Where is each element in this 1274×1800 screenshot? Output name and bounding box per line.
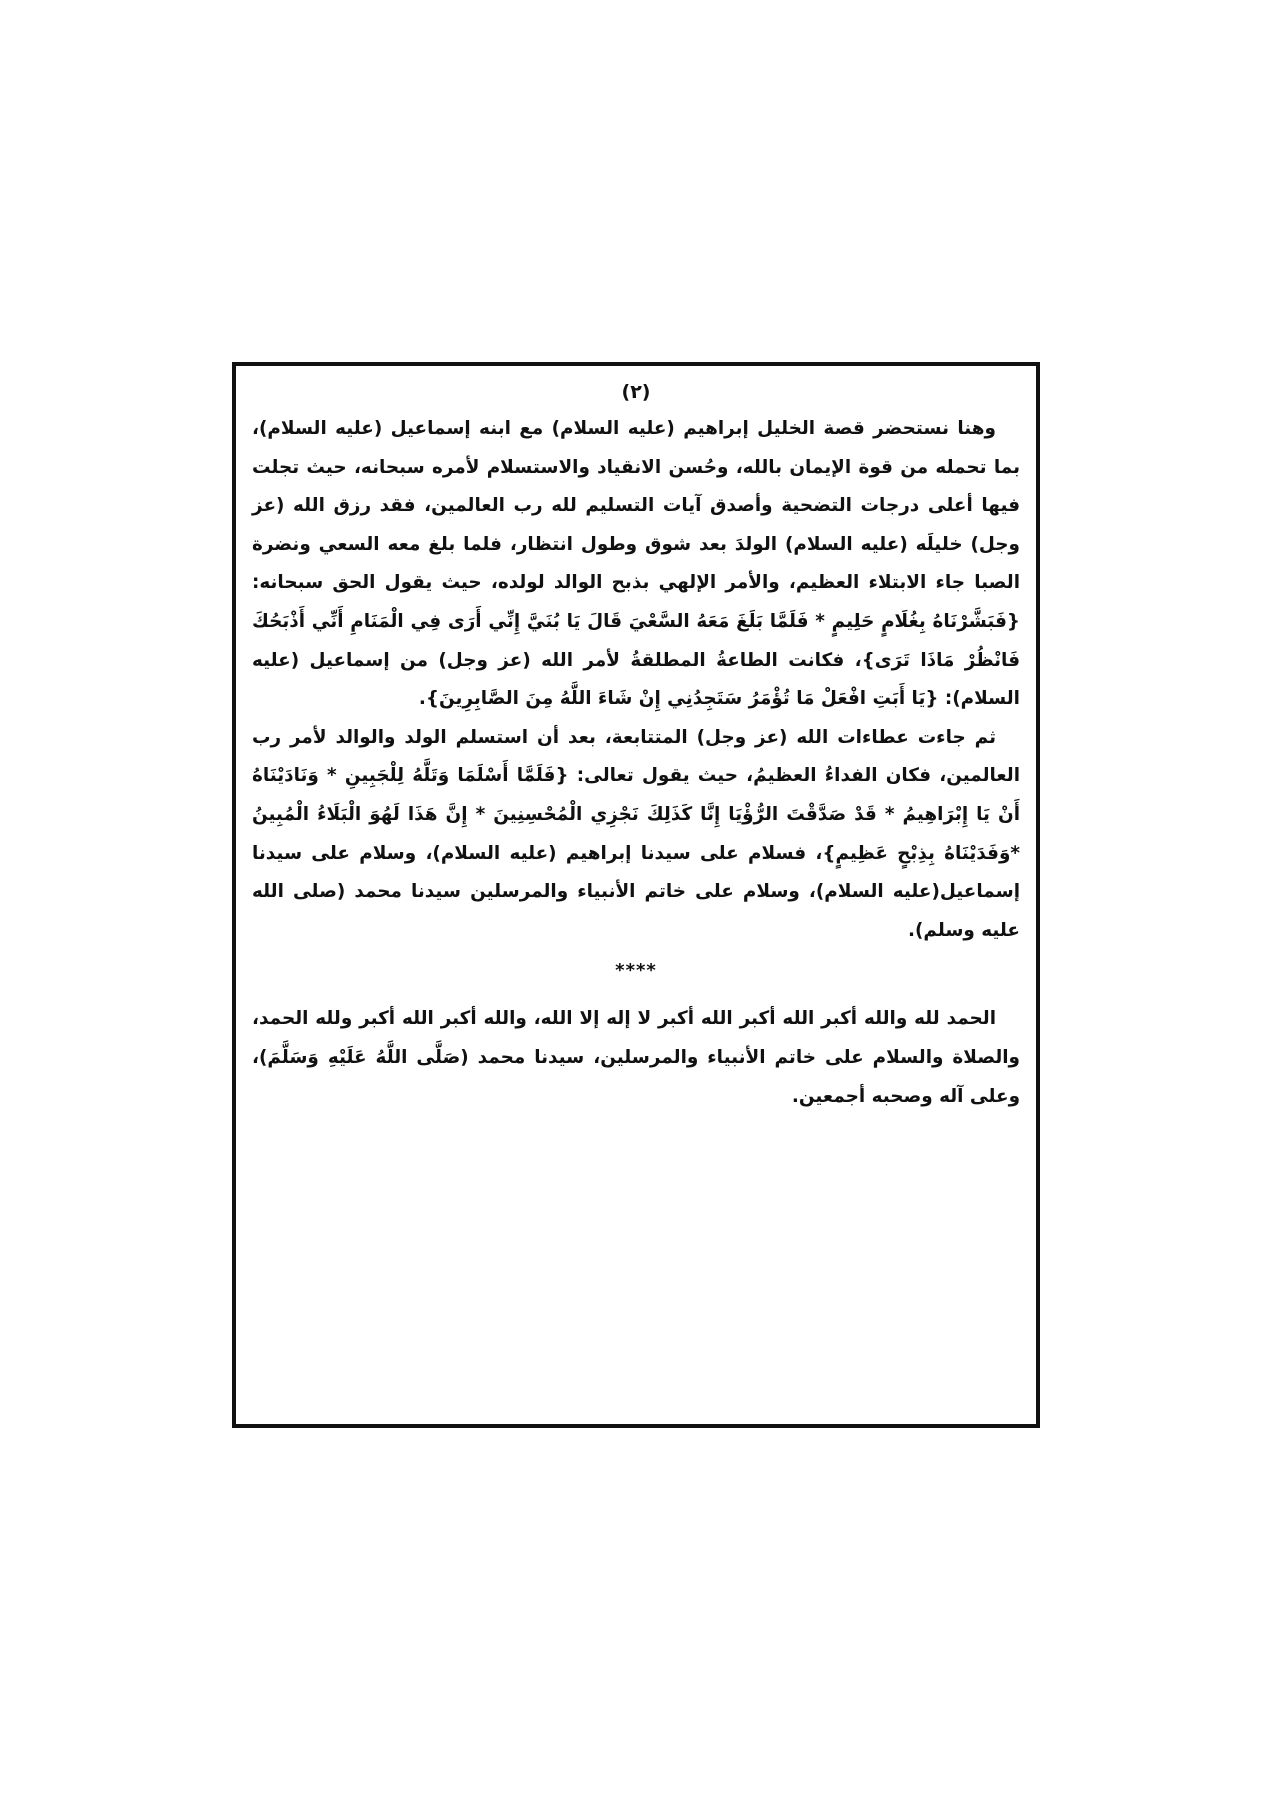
paragraph-abraham-story: [252, 410, 1020, 719]
paragraph-text: وهنا نستحضر قصة الخليل إبراهيم (عليه السلام) مع ابنه إسماعيل (عليه السلام)، بما تحمله من قوة الإيمان بالله، وحُسن الانقياد والاستسلام لأمره سبحانه، حيث تجلت فيها أعلى درجات التضحية وأصدق آيات التسليم لله رب العالمين، فقد رزق الله (عز وجل) خليلَه (عليه السلام) الولدَ بعد شوق وطول انتظار، فلما بلغ معه السعي ونضرة الصبا جاء الابتلاء العظيم، والأمر الإلهي بذبح الوالد لولده، حيث يقول الحق سبحانه: {فَبَشَّرْنَاهُ بِغُلَامٍ حَلِيمٍ * فَلَمَّا بَلَغَ مَعَهُ السَّعْيَ قَالَ يَا بُنَيَّ إِنِّي أَرَى فِي الْمَنَامِ أَنِّي أَذْبَحُكَ فَانْظُرْ مَاذَا تَرَى}، فكانت الطاعةُ المطلقةُ لأمر الله (عز وجل) من إسماعيل (عليه السلام): {يَا أَبَتِ افْعَلْ مَا تُؤْمَرُ سَتَجِدُنِي إِنْ شَاءَ اللَّهُ مِنَ الصَّابِرِينَ}.: [252, 418, 1020, 710]
paragraph-closing-takbir: [252, 1000, 1020, 1116]
paragraph-text: ثم جاءت عطاءات الله (عز وجل) المتتابعة، بعد أن استسلم الولد والوالد لأمر رب العالمين، فكان الفداءُ العظيمُ، حيث يقول تعالى: {فَلَمَّا أَسْلَمَا وَتَلَّهُ لِلْجَبِينِ * وَنَادَيْنَاهُ أَنْ يَا إِبْرَاهِيمُ * قَدْ صَدَّقْتَ الرُّؤْيَا إِنَّا كَذَلِكَ نَجْزِي الْمُحْسِنِينَ * إِنَّ هَذَا لَهُوَ الْبَلَاءُ الْمُبِينُ *وَفَدَيْنَاهُ بِذِبْحٍ عَظِيمٍ}، فسلام على سيدنا إبراهيم (عليه السلام)، وسلام على سيدنا إسماعيل(عليه السلام)، وسلام على خاتم الأنبياء والمرسلين سيدنا محمد (صلى الله عليه وسلم).: [252, 726, 1020, 941]
page-frame: [232, 362, 1040, 1428]
paragraph-ransom: [252, 719, 1020, 951]
page-number: (٢): [621, 381, 651, 403]
paragraph-text: الحمد لله والله أكبر الله أكبر الله أكبر لا إله إلا الله، والله أكبر الله أكبر ولله الحمد، والصلاة والسلام على خاتم الأنبياء والمرسلين، سيدنا محمد (صَلَّى اللَّهُ عَلَيْهِ وَسَلَّمَ)، وعلى آله وصحبه أجمعين.: [252, 1008, 1020, 1107]
section-separator: ****: [615, 960, 657, 982]
